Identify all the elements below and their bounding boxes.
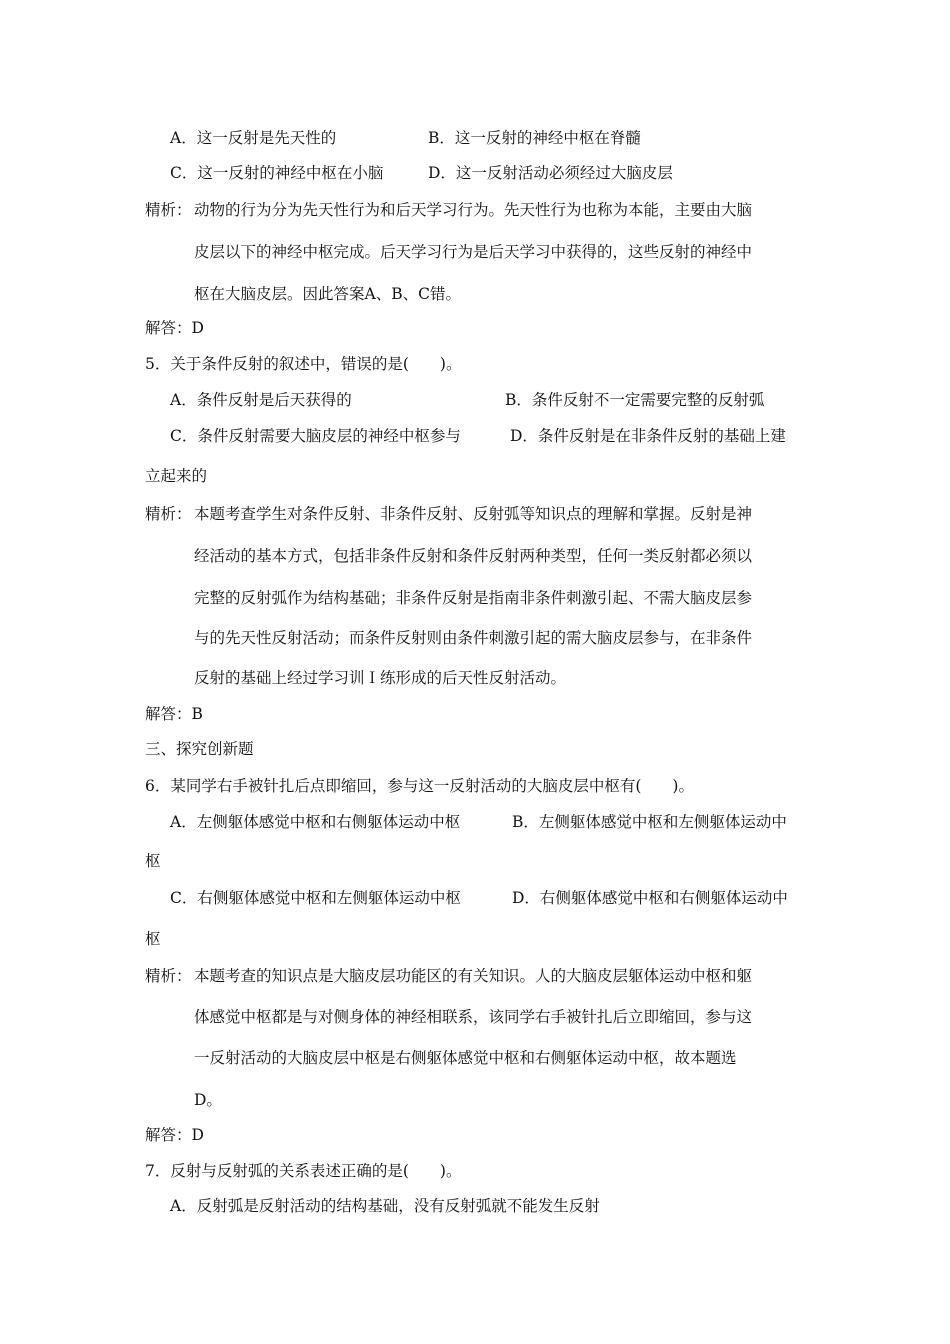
q4-answer: 解答：D bbox=[145, 319, 204, 337]
q4-option-b: B．这一反射的神经中枢在脊髓 bbox=[428, 129, 641, 147]
q5-analysis-line-3: 完整的反射弧作为结构基础；非条件反射是指南非条件刺激引起、不需大脑皮层参 bbox=[194, 589, 753, 607]
q7-stem: 7．反射与反射弧的关系表述正确的是( )。 bbox=[145, 1162, 462, 1180]
q4-analysis-label: 精析： bbox=[145, 201, 192, 219]
q6-analysis-line-1: 本题考查的知识点是大脑皮层功能区的有关知识。人的大脑皮层躯体运动中枢和躯 bbox=[194, 967, 753, 985]
q7-option-a: A．反射弧是反射活动的结构基础，没有反射弧就不能发生反射 bbox=[170, 1197, 600, 1215]
q4-analysis-line-2: 皮层以下的神经中枢完成。后天学习行为是后天学习中获得的，这些反射的神经中 bbox=[194, 243, 753, 261]
q5-analysis-label: 精析： bbox=[145, 505, 192, 523]
q6-option-c: C．右侧躯体感觉中枢和左侧躯体运动中枢 bbox=[170, 889, 461, 907]
q5-option-c: C．条件反射需要大脑皮层的神经中枢参与 bbox=[170, 427, 461, 445]
section-heading: 三、探究创新题 bbox=[145, 740, 254, 758]
q5-analysis-line-5: 反射的基础上经过学习训Ｉ练形成的后天性反射活动。 bbox=[194, 669, 567, 687]
q5-option-b: B．条件反射不一定需要完整的反射弧 bbox=[505, 391, 765, 409]
q6-option-d-continued: 枢 bbox=[145, 930, 161, 948]
q5-option-d: D．条件反射是在非条件反射的基础上建 bbox=[510, 427, 786, 445]
q5-analysis-line-4: 与的先天性反射活动；而条件反射则由条件刺激引起的需大脑皮层参与，在非条件 bbox=[194, 629, 753, 647]
q5-analysis-line-2: 经活动的基本方式，包括非条件反射和条件反射两种类型，任何一类反射都必须以 bbox=[194, 547, 753, 565]
q6-analysis-line-3: 一反射活动的大脑皮层中枢是右侧躯体感觉中枢和右侧躯体运动中枢，故本题选 bbox=[194, 1049, 737, 1067]
q6-option-a: A．左侧躯体感觉中枢和右侧躯体运动中枢 bbox=[170, 813, 461, 831]
q5-option-d-continued: 立起来的 bbox=[145, 467, 208, 485]
q6-analysis-line-2: 体感觉中枢都是与对侧身体的神经相联系，该同学右手被针扎后立即缩回，参与这 bbox=[194, 1008, 753, 1026]
q4-option-d: D．这一反射活动必须经过大脑皮层 bbox=[428, 164, 673, 182]
q5-stem: 5．关于条件反射的叙述中，错误的是( )。 bbox=[145, 355, 462, 373]
q4-option-c: C．这一反射的神经中枢在小脑 bbox=[170, 164, 384, 182]
q4-analysis-line-3: 枢在大脑皮层。因此答案A、B、C错。 bbox=[194, 285, 461, 303]
q6-analysis-label: 精析： bbox=[145, 967, 192, 985]
q6-analysis-line-4: D。 bbox=[194, 1091, 222, 1109]
q6-stem: 6．某同学右手被针扎后点即缩回，参与这一反射活动的大脑皮层中枢有( )。 bbox=[145, 777, 694, 795]
q5-analysis-line-1: 本题考查学生对条件反射、非条件反射、反射弧等知识点的理解和掌握。反射是神 bbox=[194, 505, 753, 523]
q4-analysis-line-1: 动物的行为分为先天性行为和后天学习行为。先天性行为也称为本能，主要由大脑 bbox=[194, 201, 753, 219]
q6-option-b: B．左侧躯体感觉中枢和左侧躯体运动中 bbox=[512, 813, 787, 831]
q6-option-d: D．右侧躯体感觉中枢和右侧躯体运动中 bbox=[512, 889, 788, 907]
q5-answer: 解答：B bbox=[145, 705, 203, 723]
q6-answer: 解答：D bbox=[145, 1126, 204, 1144]
q5-option-a: A．条件反射是后天获得的 bbox=[170, 391, 352, 409]
q6-option-b-continued: 枢 bbox=[145, 852, 161, 870]
q4-option-a: A．这一反射是先天性的 bbox=[170, 129, 337, 147]
